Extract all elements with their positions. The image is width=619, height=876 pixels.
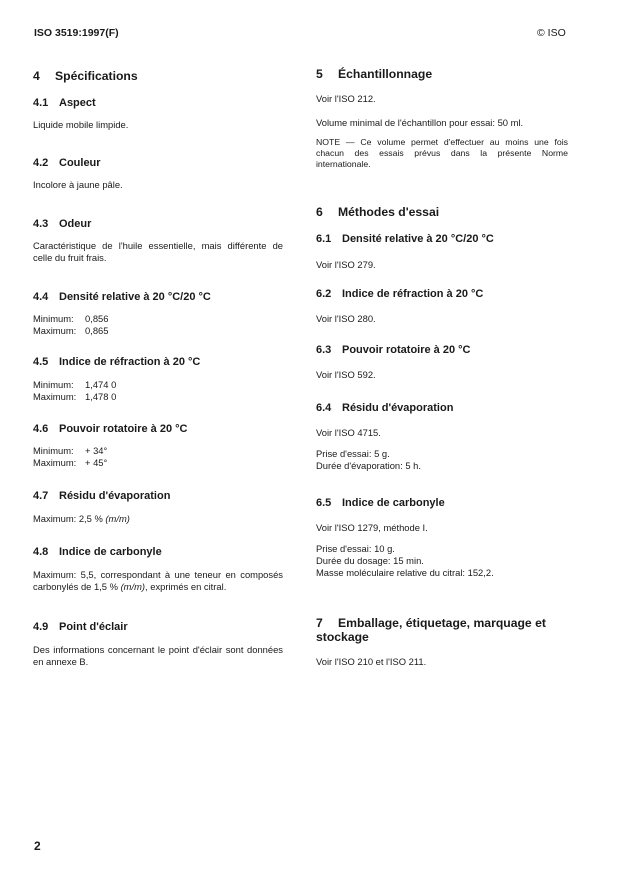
- section-4-1-text: Liquide mobile limpide.: [33, 119, 129, 130]
- section-4-7: [33, 490, 283, 525]
- section-6-3-heading: 6.3 Pouvoir rotatoire à 20 °C: [316, 344, 471, 356]
- section-6-4-line2: Durée d'évaporation: 5 h.: [316, 460, 421, 471]
- section-4-9: [33, 621, 283, 668]
- section-4-3-heading: 4.3 Odeur: [33, 218, 92, 230]
- section-4-6-heading: 4.6 Pouvoir rotatoire à 20 °C: [33, 423, 188, 435]
- min-row: Minimum: + 34°: [33, 445, 108, 456]
- section-4-7-text: Maximum: 2,5 % (m/m): [33, 513, 130, 524]
- section-6-5-line3: Masse moléculaire relative du citral: 152,2.: [316, 567, 494, 578]
- copyright-mark: © ISO: [537, 27, 566, 39]
- section-6-4-text: Voir l'ISO 4715.: [316, 427, 381, 438]
- section-6-1-text: Voir l'ISO 279.: [316, 259, 376, 270]
- section-5-note: NOTE — Ce volume permet d'effectuer au moins une fois chacun des essais prévus dans la présente Norme internationale.: [316, 137, 568, 169]
- section-7-heading: 7 Emballage, étiquetage, marquage et stockage: [316, 616, 546, 644]
- section-4-2-heading: 4.2 Couleur: [33, 157, 101, 169]
- section-4-9-text: Des informations concernant le point d'éclair sont données en annexe B.: [33, 644, 283, 667]
- section-6-5: [316, 497, 568, 579]
- section-6-1: [316, 233, 568, 271]
- section-5-p1: Voir l'ISO 212.: [316, 93, 376, 104]
- section-4-1: [33, 97, 283, 131]
- section-4-3-text: Caractéristique de l'huile essentielle, mais différente de celle du fruit frais.: [33, 240, 283, 263]
- max-row: Maximum: 0,865: [33, 325, 109, 336]
- section-6-3: [316, 344, 568, 381]
- section-4-2-text: Incolore à jaune pâle.: [33, 179, 123, 190]
- section-4-4: [33, 291, 283, 337]
- section-6-2-text: Voir l'ISO 280.: [316, 313, 376, 324]
- section-4-7-heading: 4.7 Résidu d'évaporation: [33, 490, 171, 502]
- section-6-4-line1: Prise d'essai: 5 g.: [316, 448, 390, 459]
- section-4-3: [33, 218, 283, 264]
- section-5: [316, 67, 568, 170]
- min-row: Minimum: 1,474 0: [33, 379, 117, 390]
- section-6-5-heading: 6.5 Indice de carbonyle: [316, 497, 445, 509]
- page-number: 2: [34, 839, 41, 853]
- section-6-5-text: Voir l'ISO 1279, méthode I.: [316, 522, 428, 533]
- max-row: Maximum: 1,478 0: [33, 391, 117, 402]
- section-5-heading: 5 Échantillonnage: [316, 67, 433, 81]
- section-6-heading: 6 Méthodes d'essai: [316, 205, 440, 219]
- document-id: ISO 3519:1997(F): [34, 27, 119, 39]
- section-6-2-heading: 6.2 Indice de réfraction à 20 °C: [316, 288, 484, 300]
- section-6-5-line2: Durée du dosage: 15 min.: [316, 555, 424, 566]
- section-4-8-heading: 4.8 Indice de carbonyle: [33, 546, 162, 558]
- section-4-1-heading: 4.1 Aspect: [33, 97, 96, 109]
- section-6-4: [316, 402, 568, 472]
- section-6-4-heading: 6.4 Résidu d'évaporation: [316, 402, 454, 414]
- section-4-5-heading: 4.5 Indice de réfraction à 20 °C: [33, 356, 201, 368]
- section-6-1-heading: 6.1 Densité relative à 20 °C/20 °C: [316, 233, 494, 245]
- section-7: [316, 616, 568, 668]
- section-4-9-heading: 4.9 Point d'éclair: [33, 621, 128, 633]
- section-4-4-heading: 4.4 Densité relative à 20 °C/20 °C: [33, 291, 211, 303]
- section-4-6: [33, 423, 283, 469]
- section-6-2: [316, 288, 568, 325]
- max-row: Maximum: + 45°: [33, 457, 108, 468]
- section-7-text: Voir l'ISO 210 et l'ISO 211.: [316, 656, 427, 667]
- section-4-2: [33, 157, 283, 191]
- min-row: Minimum: 0,856: [33, 313, 109, 324]
- section-5-p2: Volume minimal de l'échantillon pour essai: 50 ml.: [316, 117, 524, 128]
- section-4-8-text: Maximum: 5,5, correspondant à une teneur en composés carbonylés de 1,5 % (m/m), exprimés en citral.: [33, 569, 283, 592]
- section-4-5: [33, 356, 283, 403]
- section-4-8: [33, 546, 283, 593]
- section-6-5-line1: Prise d'essai: 10 g.: [316, 543, 395, 554]
- section-6-3-text: Voir l'ISO 592.: [316, 369, 376, 380]
- section-4-heading: 4 Spécifications: [33, 69, 138, 83]
